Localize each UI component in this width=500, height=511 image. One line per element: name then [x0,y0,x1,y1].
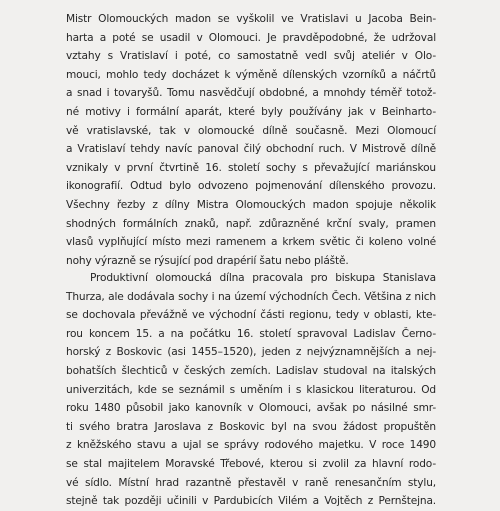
text-line: vé sídlo. Místní hrad razantně přestavěl v raně renesančním stylu, [66,476,436,489]
text-line: vznikaly v první čtvrtině 16. století sochy s převažující mariánskou [66,161,436,174]
text-line: z kněžského stavu a ujal se správy rodového majetku. V roce 1490 [66,439,436,452]
text-line: univerzitách, kde se seznámil s uměním i s klasickou literaturou. Od [66,383,436,396]
text-line: harta a poté se usadil v Olomouci. Je pravděpodobné, že udržoval [66,31,436,44]
paragraph-master-olomouc-madonnas [66,10,436,270]
paragraph-ladislav-of-boskovice [66,269,436,511]
text-line: Thurza, ale dodávala sochy i na území východních Čech. Většina z nich [66,290,436,303]
text-line: mouci, mohlo tedy docházet k výměně dílenských vzorníků a náčrtů [66,68,436,81]
text-line: horský z Boskovic (asi 1455–1520), jeden z nejvýznamnějších a nej- [66,346,436,359]
text-line: Mistr Olomouckých madon se vyškolil ve Vratislavi u Jacoba Bein- [66,13,436,25]
text-line: roku 1480 působil jako kanovník v Olomouci, avšak po násilné smr- [66,402,436,415]
text-line: a Vratislaví tehdy navíc panoval čilý obchodní ruch. V Mistrově dílně [66,143,436,156]
text-line: Produktivní olomoucká dílna pracovala pro biskupa Stanislava [90,272,436,284]
text-line: se stal majitelem Moravské Třebové, kterou si zvolil za hlavní rodo- [66,457,436,470]
text-line: stejně tak později učinili v Pardubicích Vilém a Vojtěch z Pernštejna. [66,495,436,508]
text-line: ikonografií. Odtud bylo odvozeno pojmenování dílenského provozu. [66,180,436,193]
text-line: vlasů vyplňující místo mezi ramenem a krkem světic či koleno volné [66,236,436,249]
text-line: rou koncem 15. a na počátku 16. století spravoval Ladislav Černo- [66,327,436,340]
text-line: ti svého bratra Jaroslava z Boskovic byl na svou žádost propuštěn [66,420,436,433]
text-line: se dochovala převážně ve východní části regionu, tedy v oblasti, kte- [66,309,436,322]
text-line: vztahy s Vratislaví i poté, co samostatně vedl svůj ateliér v Olo- [66,50,436,63]
text-line: shodných formálních znaků, např. zdůrazněné krční svaly, pramen [66,217,436,230]
text-line: né motivy i formální aparát, které byly používány jak v Beinharto- [66,105,436,118]
text-line: vě vratislavské, tak v olomoucké dílně současně. Mezi Olomoucí [66,124,436,137]
text-line: nohy výrazně se rýsující pod drapérií šatu nebo pláště. [66,254,349,267]
text-line: bohatších šlechticů v českých zemích. Ladislav studoval na italských [66,364,436,377]
text-line: a snad i tovaryšů. Tomu nasvědčují obdobné, a mnohdy téměř totož- [66,87,436,100]
text-line: Všechny řezby z dílny Mistra Olomouckých madon spojuje několik [66,198,436,211]
